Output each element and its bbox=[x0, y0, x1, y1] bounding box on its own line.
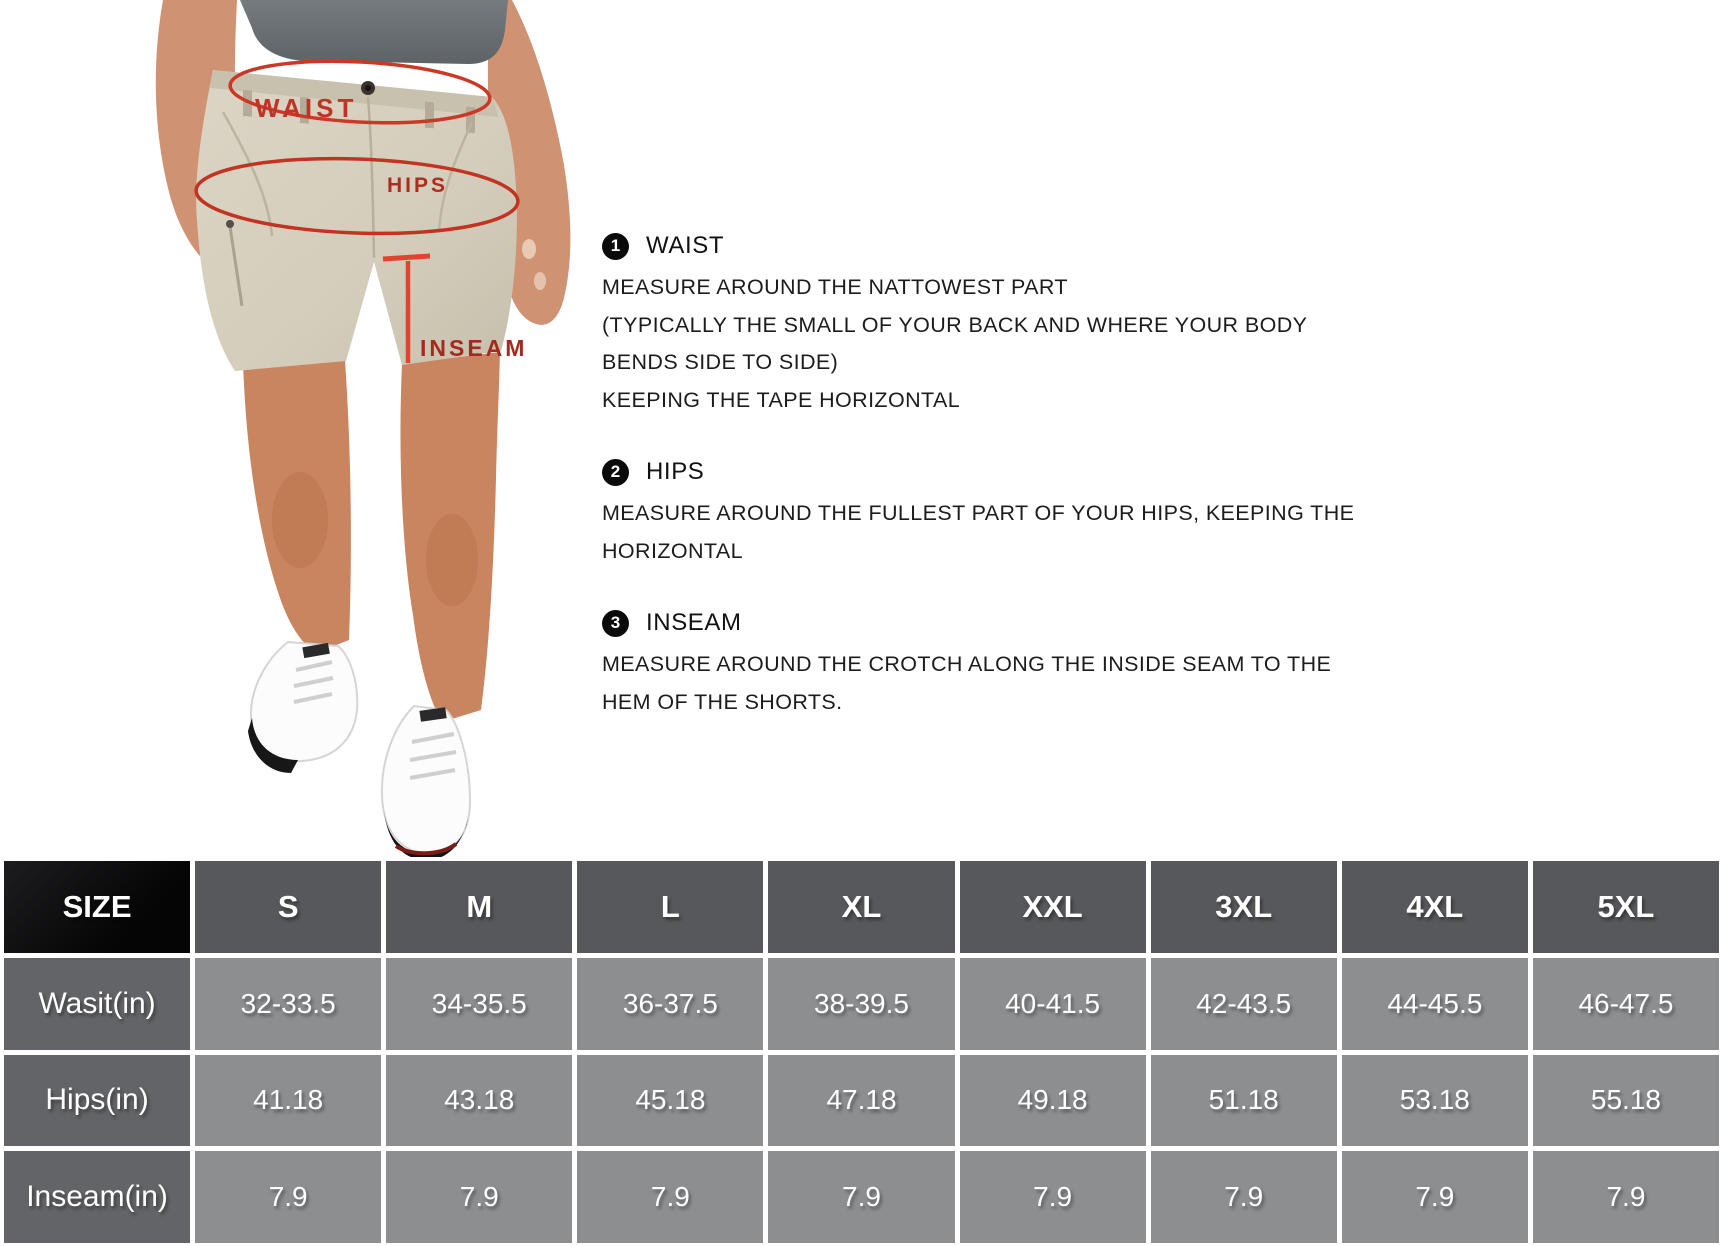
knee-shade bbox=[426, 514, 478, 606]
hips-value: 41.18 bbox=[195, 1055, 381, 1147]
instruction-line: HEM OF THE SHORTS. bbox=[602, 689, 843, 714]
waist-value: 44-45.5 bbox=[1342, 958, 1528, 1050]
inseam-value: 7.9 bbox=[195, 1151, 381, 1243]
instruction-line: MEASURE AROUND THE FULLEST PART OF YOUR HIPS, KEEPING THE bbox=[602, 501, 1355, 525]
hips-value: 53.18 bbox=[1342, 1055, 1528, 1147]
waist-value: 46-47.5 bbox=[1533, 958, 1719, 1050]
belt-loop bbox=[425, 102, 434, 129]
hips-value: 43.18 bbox=[386, 1055, 572, 1147]
knee-shade bbox=[272, 472, 328, 568]
hips-value: 55.18 bbox=[1533, 1055, 1719, 1147]
header-cell-4xl: 4XL bbox=[1342, 861, 1528, 953]
model-figure-svg bbox=[0, 0, 600, 860]
header-cell-m: M bbox=[386, 861, 572, 953]
header-cell-l: L bbox=[577, 861, 763, 953]
right-shoe bbox=[382, 706, 470, 853]
row-label-inseam: Inseam(in) bbox=[4, 1151, 190, 1243]
step-3-badge: 3 bbox=[602, 610, 629, 637]
waist-label: WAIST bbox=[255, 93, 358, 123]
instruction-waist bbox=[602, 231, 1392, 419]
instruction-title-hips: HIPS bbox=[646, 458, 705, 485]
inseam-value: 7.9 bbox=[1151, 1151, 1337, 1243]
waist-value: 34-35.5 bbox=[386, 958, 572, 1050]
instruction-line: MEASURE AROUND THE NATTOWEST PART bbox=[602, 275, 1068, 299]
inseam-value: 7.9 bbox=[1533, 1151, 1719, 1243]
inseam-value: 7.9 bbox=[960, 1151, 1146, 1243]
header-cell-xxl: XXL bbox=[960, 861, 1146, 953]
header-cell-5xl: 5XL bbox=[1533, 861, 1719, 953]
inseam-value: 7.9 bbox=[577, 1151, 763, 1243]
waist-value: 36-37.5 bbox=[577, 958, 763, 1050]
hips-value: 45.18 bbox=[577, 1055, 763, 1147]
inseam-measure-cap bbox=[383, 256, 430, 259]
header-cell-xl: XL bbox=[768, 861, 954, 953]
inseam-value: 7.9 bbox=[386, 1151, 572, 1243]
fingernail bbox=[534, 272, 546, 290]
inseam-label: INSEAM bbox=[420, 335, 528, 361]
instruction-title-inseam: INSEAM bbox=[646, 609, 742, 636]
measurement-instructions bbox=[602, 231, 1392, 759]
instruction-inseam bbox=[602, 608, 1392, 721]
inseam-value: 7.9 bbox=[1342, 1151, 1528, 1243]
waist-value: 40-41.5 bbox=[960, 958, 1146, 1050]
zip-pull bbox=[226, 220, 234, 228]
inseam-value: 7.9 bbox=[768, 1151, 954, 1243]
header-cell-s: S bbox=[195, 861, 381, 953]
instruction-line: MEASURE AROUND THE CROTCH ALONG THE INSIDE SEAM TO THE bbox=[602, 652, 1332, 676]
instruction-hips bbox=[602, 457, 1392, 570]
shirt bbox=[240, 0, 508, 64]
instruction-line: HORIZONTAL bbox=[602, 538, 743, 563]
fingernail bbox=[522, 239, 536, 259]
instruction-line: BENDS SIDE TO SIDE) bbox=[602, 350, 839, 374]
instruction-title-waist: WAIST bbox=[646, 232, 725, 259]
header-cell-3xl: 3XL bbox=[1151, 861, 1337, 953]
waist-value: 32-33.5 bbox=[195, 958, 381, 1050]
instruction-line: (TYPICALLY THE SMALL OF YOUR BACK AND WHERE YOUR BODY bbox=[602, 312, 1308, 337]
hips-value: 47.18 bbox=[768, 1055, 954, 1147]
model-photo bbox=[0, 0, 600, 860]
hips-value: 51.18 bbox=[1151, 1055, 1337, 1147]
row-label-hips: Hips(in) bbox=[4, 1055, 190, 1147]
step-2-badge: 2 bbox=[602, 459, 629, 486]
row-label-waist: Wasit(in) bbox=[4, 958, 190, 1050]
size-chart-table bbox=[0, 857, 1723, 1246]
step-1-badge: 1 bbox=[602, 233, 629, 260]
waist-value: 38-39.5 bbox=[768, 958, 954, 1050]
shorts-button-center bbox=[365, 85, 371, 91]
hips-value: 49.18 bbox=[960, 1055, 1146, 1147]
waist-value: 42-43.5 bbox=[1151, 958, 1337, 1050]
size-header-cell: SIZE bbox=[4, 861, 190, 953]
hips-label: HIPS bbox=[387, 174, 449, 197]
instruction-line: KEEPING THE TAPE HORIZONTAL bbox=[602, 387, 961, 412]
